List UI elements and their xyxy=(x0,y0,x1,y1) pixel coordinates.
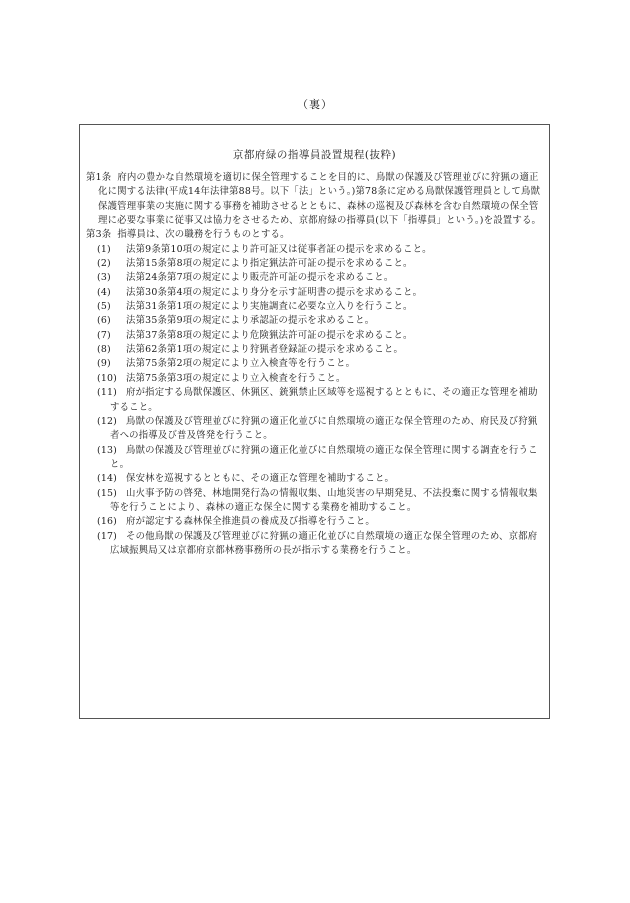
item-text: 鳥獣の保護及び管理並びに狩猟の適正化並びに自然環境の適正な保全管理に関する調査を行うこと。 xyxy=(110,444,538,470)
item-number: (12) xyxy=(97,415,118,427)
item-number: (10) xyxy=(97,372,118,384)
article-number: 第3条 xyxy=(86,229,112,241)
item-text: 府が指定する鳥獣保護区、休猟区、銃猟禁止区域等を巡視するとともに、その適正な管理を補助すること。 xyxy=(110,387,538,413)
list-item xyxy=(86,515,544,529)
item-text: 法第37条第8項の規定により危険猟法許可証の提示を求めること。 xyxy=(126,329,413,341)
document-body xyxy=(86,171,544,558)
page-heading: （裏） xyxy=(297,98,333,111)
article-number: 第1条 xyxy=(86,172,112,183)
item-text: 法第31条第1項の規定により実施調査に必要な立入りを行うこと。 xyxy=(126,301,413,313)
item-number: (17) xyxy=(97,530,118,542)
item-text: その他鳥獣の保護及び管理並びに狩猟の適正化並びに自然環境の適正な保全管理のため、京都府広域振興局又は京都府京都林務事務所の長が指示する業務を行うこと。 xyxy=(110,530,538,556)
list-item xyxy=(86,257,544,271)
document-frame xyxy=(79,124,550,719)
article-3 xyxy=(86,228,544,242)
item-number: (13) xyxy=(97,444,118,456)
list-item xyxy=(86,314,544,328)
item-number: (1) xyxy=(97,243,111,255)
list-item xyxy=(86,472,544,486)
item-number: (6) xyxy=(97,315,111,327)
item-text: 法第35条第9項の規定により承認証の提示を求めること。 xyxy=(126,315,375,327)
item-text: 法第24条第7項の規定により販売許可証の提示を求めること。 xyxy=(126,272,394,284)
item-number: (8) xyxy=(97,344,111,356)
list-item xyxy=(86,357,544,371)
item-text: 鳥獣の保護及び管理並びに狩猟の適正化並びに自然環境の適正な保全管理のため、府民及び狩猟者への指導及び普及啓発を行うこと。 xyxy=(110,415,538,442)
item-number: (3) xyxy=(97,272,111,284)
item-text: 保安林を巡視するとともに、その適正な管理を補助すること。 xyxy=(126,473,395,485)
list-item xyxy=(86,530,544,559)
document-title: 京都府緑の指導員設置規程(抜粋) xyxy=(232,149,397,161)
item-text: 法第75条第2項の規定により立入検査等を行うこと。 xyxy=(126,358,356,370)
list-item xyxy=(86,487,544,516)
article-text: 府内の豊かな自然環境を適切に保全管理することを目的に、鳥獣の保護及び管理並びに狩猟の適正化に関する法律(平成14年法律第88号。以下「法」という。)第78条に定める鳥獣保護管理員として鳥獣保護管理事業の実施に関する事務を補助させるとともに、森林の巡視及び森林を含む自然環境の保全管理に必要な事業に従事又は協力をさせるため、京都府緑の指導員(以下「指導員」という。)を設置する。 xyxy=(98,172,542,227)
item-number: (7) xyxy=(97,329,111,341)
item-number: (11) xyxy=(97,387,118,399)
list-item xyxy=(86,286,544,300)
article-1 xyxy=(86,171,544,228)
item-text: 法第15条第8項の規定により指定猟法許可証の提示を求めること。 xyxy=(126,258,413,270)
list-item xyxy=(86,415,544,444)
item-text: 府が認定する森林保全推進員の養成及び指導を行うこと。 xyxy=(126,516,375,528)
item-text: 法第9条第10項の規定により許可証又は従事者証の提示を求めること。 xyxy=(126,243,432,255)
list-item xyxy=(86,271,544,285)
list-item xyxy=(86,386,544,415)
list-item xyxy=(86,329,544,343)
list-item xyxy=(86,343,544,357)
list-item xyxy=(86,300,544,314)
item-number: (15) xyxy=(97,487,118,499)
list-item xyxy=(86,444,544,473)
article-text: 指導員は、次の職務を行うものとする。 xyxy=(117,229,290,241)
item-number: (9) xyxy=(97,358,111,370)
item-text: 法第30条第4項の規定により身分を示す証明書の提示を求めること。 xyxy=(126,286,423,298)
item-number: (16) xyxy=(97,516,118,528)
item-text: 法第62条第1項の規定により狩猟者登録証の提示を求めること。 xyxy=(126,344,404,356)
item-number: (5) xyxy=(97,301,111,313)
item-number: (4) xyxy=(97,286,111,298)
item-text: 山火事予防の啓発、林地開発行為の情報収集、山地災害の早期発見、不法投棄に関する情報収集等を行うことにより、森林の適正な保全に関する業務を補助すること。 xyxy=(110,487,538,513)
item-text: 法第75条第3項の規定により立入検査を行うこと。 xyxy=(126,372,346,384)
list-item xyxy=(86,372,544,386)
item-number: (14) xyxy=(97,473,118,485)
item-number: (2) xyxy=(97,258,111,270)
list-item xyxy=(86,243,544,257)
